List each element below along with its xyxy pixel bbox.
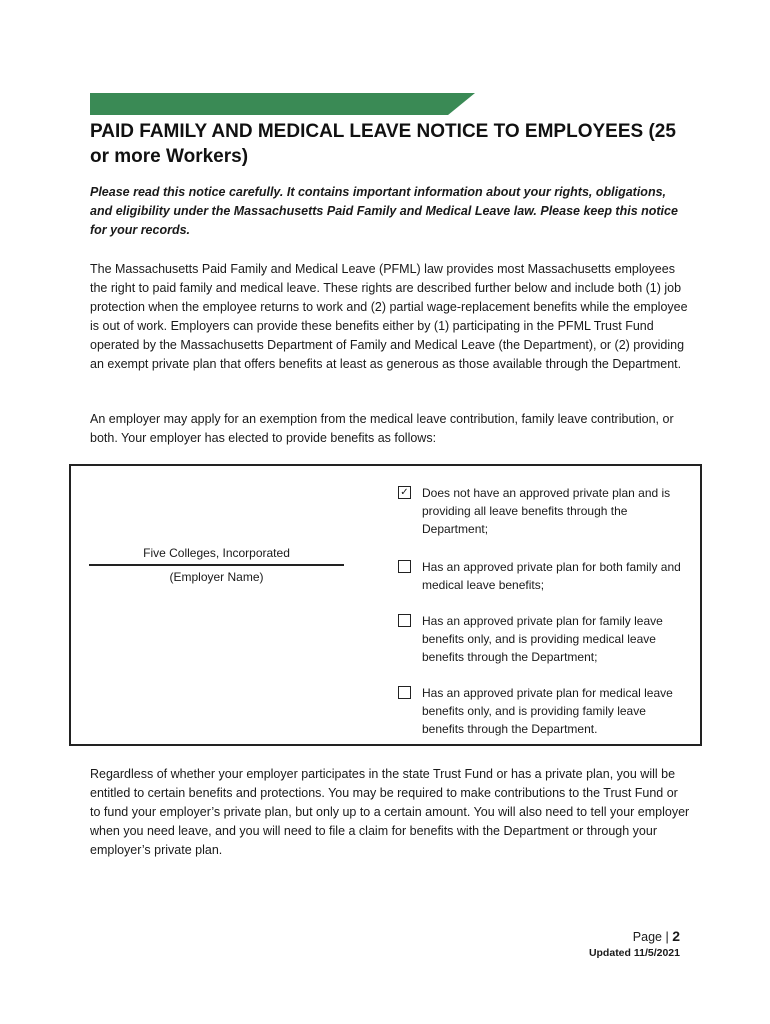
option-family-private-plan xyxy=(398,612,688,666)
paragraph-entitlements: Regardless of whether your employer participates in the state Trust Fund or has a private plan, you will be entitled to certain benefits and protections. You may be required to make contributions to the Trust Fund or to fund your employer’s private plan, but only up to a certain amount. You will also need to tell your employer when you need leave, and you will need to file a claim for benefits with the Department or through your employer’s private plan. xyxy=(90,767,690,857)
checkbox-icon[interactable] xyxy=(398,686,411,699)
page-title: PAID FAMILY AND MEDICAL LEAVE NOTICE TO EMPLOYEES (25 or more Workers) xyxy=(90,121,676,167)
page-label: Page | xyxy=(632,930,669,944)
paragraph-exemption: An employer may apply for an exemption from the medical leave contribution, family leave contribution, or both. Your employer has elected to provide benefits as follows: xyxy=(90,412,674,445)
page-number xyxy=(633,928,680,944)
election-options xyxy=(398,484,688,756)
option-text: Has an approved private plan for family leave benefits only, and is providing medical leave benefits through the Department; xyxy=(422,614,663,664)
checkbox-icon[interactable]: ✓ xyxy=(398,486,411,499)
employer-name-caption: (Employer Name) xyxy=(169,570,264,584)
option-no-private-plan xyxy=(398,484,688,538)
option-both-private-plan xyxy=(398,558,688,594)
paragraph-pfml-overview: The Massachusetts Paid Family and Medical Leave (PFML) law provides most Massachusetts employees the right to paid family and medical leave. These rights are described further below and include both (1) job protection when the employee returns to work and (2) partial wage-replacement benefits while the employee is out of work. Employers can provide these benefits either by (1) participating in the PFML Trust Fund operated by the Massachusetts Department of Family and Medical Leave (the Department), or (2) providing an exempt private plan that offers benefits at least as generous as those available through the Department. xyxy=(90,262,688,371)
employer-election-box xyxy=(69,464,702,746)
checkbox-icon[interactable] xyxy=(398,614,411,627)
employer-section xyxy=(89,544,344,586)
option-text: Has an approved private plan for medical leave benefits only, and is providing family leave benefits through the Department. xyxy=(422,686,673,736)
option-medical-private-plan xyxy=(398,684,688,738)
option-text: Has an approved private plan for both family and medical leave benefits; xyxy=(422,560,681,592)
employer-name-field[interactable]: Five Colleges, Incorporated xyxy=(89,544,344,566)
header-banner xyxy=(90,93,475,115)
option-text: Does not have an approved private plan and is providing all leave benefits through the Department; xyxy=(422,486,671,536)
updated-date: Updated 11/5/2021 xyxy=(588,947,680,959)
intro-notice: Please read this notice carefully. It contains important information about your rights, obligations, and eligibility under the Massachusetts Paid Family and Medical Leave law. Please keep this notice for your records. xyxy=(90,185,678,237)
checkbox-icon[interactable] xyxy=(398,560,411,573)
page-number-value: 2 xyxy=(672,928,680,944)
